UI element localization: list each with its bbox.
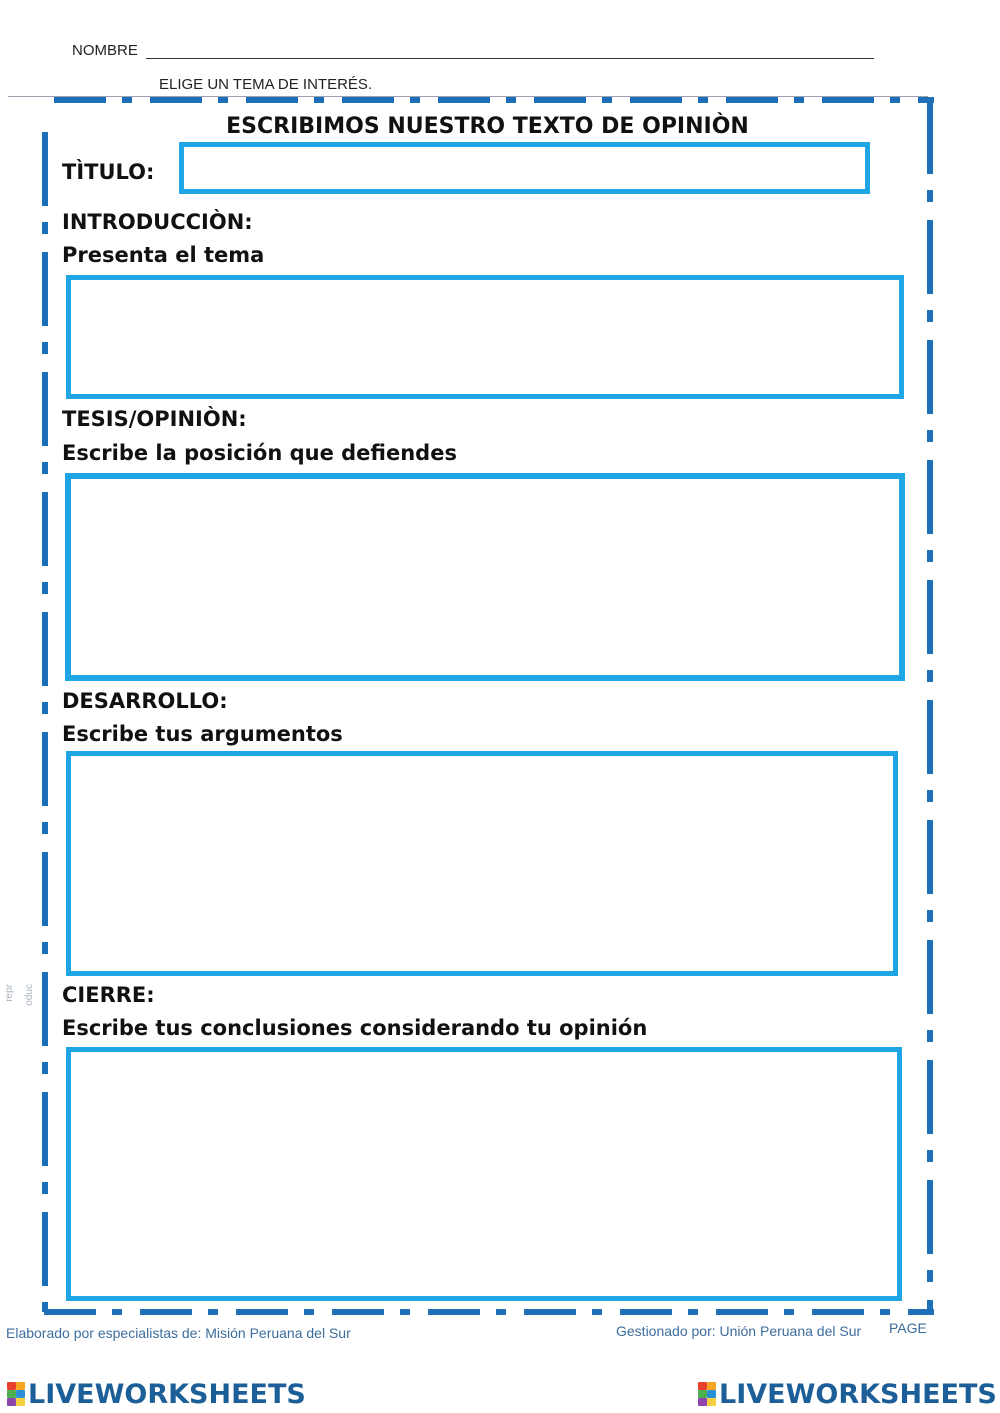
tesis-heading: TESIS/OPINIÒN: — [62, 407, 247, 431]
instruction-text: ELIGE UN TEMA DE INTERÉS. — [159, 76, 373, 93]
logo-tile — [7, 1398, 16, 1406]
logo-tile — [707, 1390, 716, 1398]
worksheet-title: ESCRIBIMOS NUESTRO TEXTO DE OPINIÒN — [226, 114, 749, 139]
desarrollo-prompt: Escribe tus argumentos — [62, 722, 343, 746]
logo-tile — [698, 1390, 707, 1398]
frame-bottom-border — [44, 1309, 934, 1315]
frame-left-border — [42, 132, 48, 1312]
logo-tile — [16, 1398, 25, 1406]
footer-right-credit: Gestionado por: Unión Peruana del Sur — [616, 1323, 862, 1339]
introduccion-prompt: Presenta el tema — [62, 243, 265, 267]
liveworksheets-logo-icon — [7, 1382, 25, 1406]
tesis-prompt: Escribe la posición que defiendes — [62, 441, 457, 465]
logo-tile — [7, 1390, 16, 1398]
desarrollo-answer-box[interactable] — [66, 751, 898, 976]
logo-tile — [16, 1382, 25, 1390]
footer-left-credit: Elaborado por especialistas de: Misión Peruana del Sur — [6, 1325, 351, 1341]
cierre-answer-box[interactable] — [66, 1047, 902, 1301]
side-watermark-fragment — [2, 984, 48, 1014]
logo-tile — [16, 1390, 25, 1398]
titulo-input-box[interactable] — [179, 142, 870, 194]
logo-tile — [698, 1398, 707, 1406]
tesis-answer-box[interactable] — [65, 473, 905, 681]
titulo-label: TÌTULO: — [62, 160, 155, 184]
frame-top-border — [54, 97, 934, 103]
brand-left-text: LIVEWORKSHEETS — [28, 1378, 306, 1410]
logo-tile — [698, 1382, 707, 1390]
logo-tile — [7, 1382, 16, 1390]
logo-tile — [707, 1382, 716, 1390]
name-underline — [146, 58, 874, 59]
frame-right-border — [927, 100, 933, 1312]
footer-page-label: PAGE — [889, 1320, 927, 1336]
desarrollo-heading: DESARROLLO: — [62, 689, 228, 713]
introduccion-answer-box[interactable] — [66, 275, 904, 399]
brand-right[interactable] — [698, 1378, 997, 1410]
introduccion-heading: INTRODUCCIÒN: — [62, 210, 253, 234]
cierre-heading: CIERRE: — [62, 983, 155, 1007]
cierre-prompt: Escribe tus conclusiones considerando tu opinión — [62, 1016, 648, 1040]
brand-left[interactable] — [7, 1378, 306, 1410]
liveworksheets-logo-icon — [698, 1382, 716, 1406]
logo-tile — [707, 1398, 716, 1406]
side-fragment-text-2: oduc — [24, 984, 35, 1006]
brand-right-text: LIVEWORKSHEETS — [719, 1378, 997, 1410]
side-fragment-text-1: repr — [4, 984, 15, 1002]
name-label: NOMBRE — [72, 42, 138, 59]
